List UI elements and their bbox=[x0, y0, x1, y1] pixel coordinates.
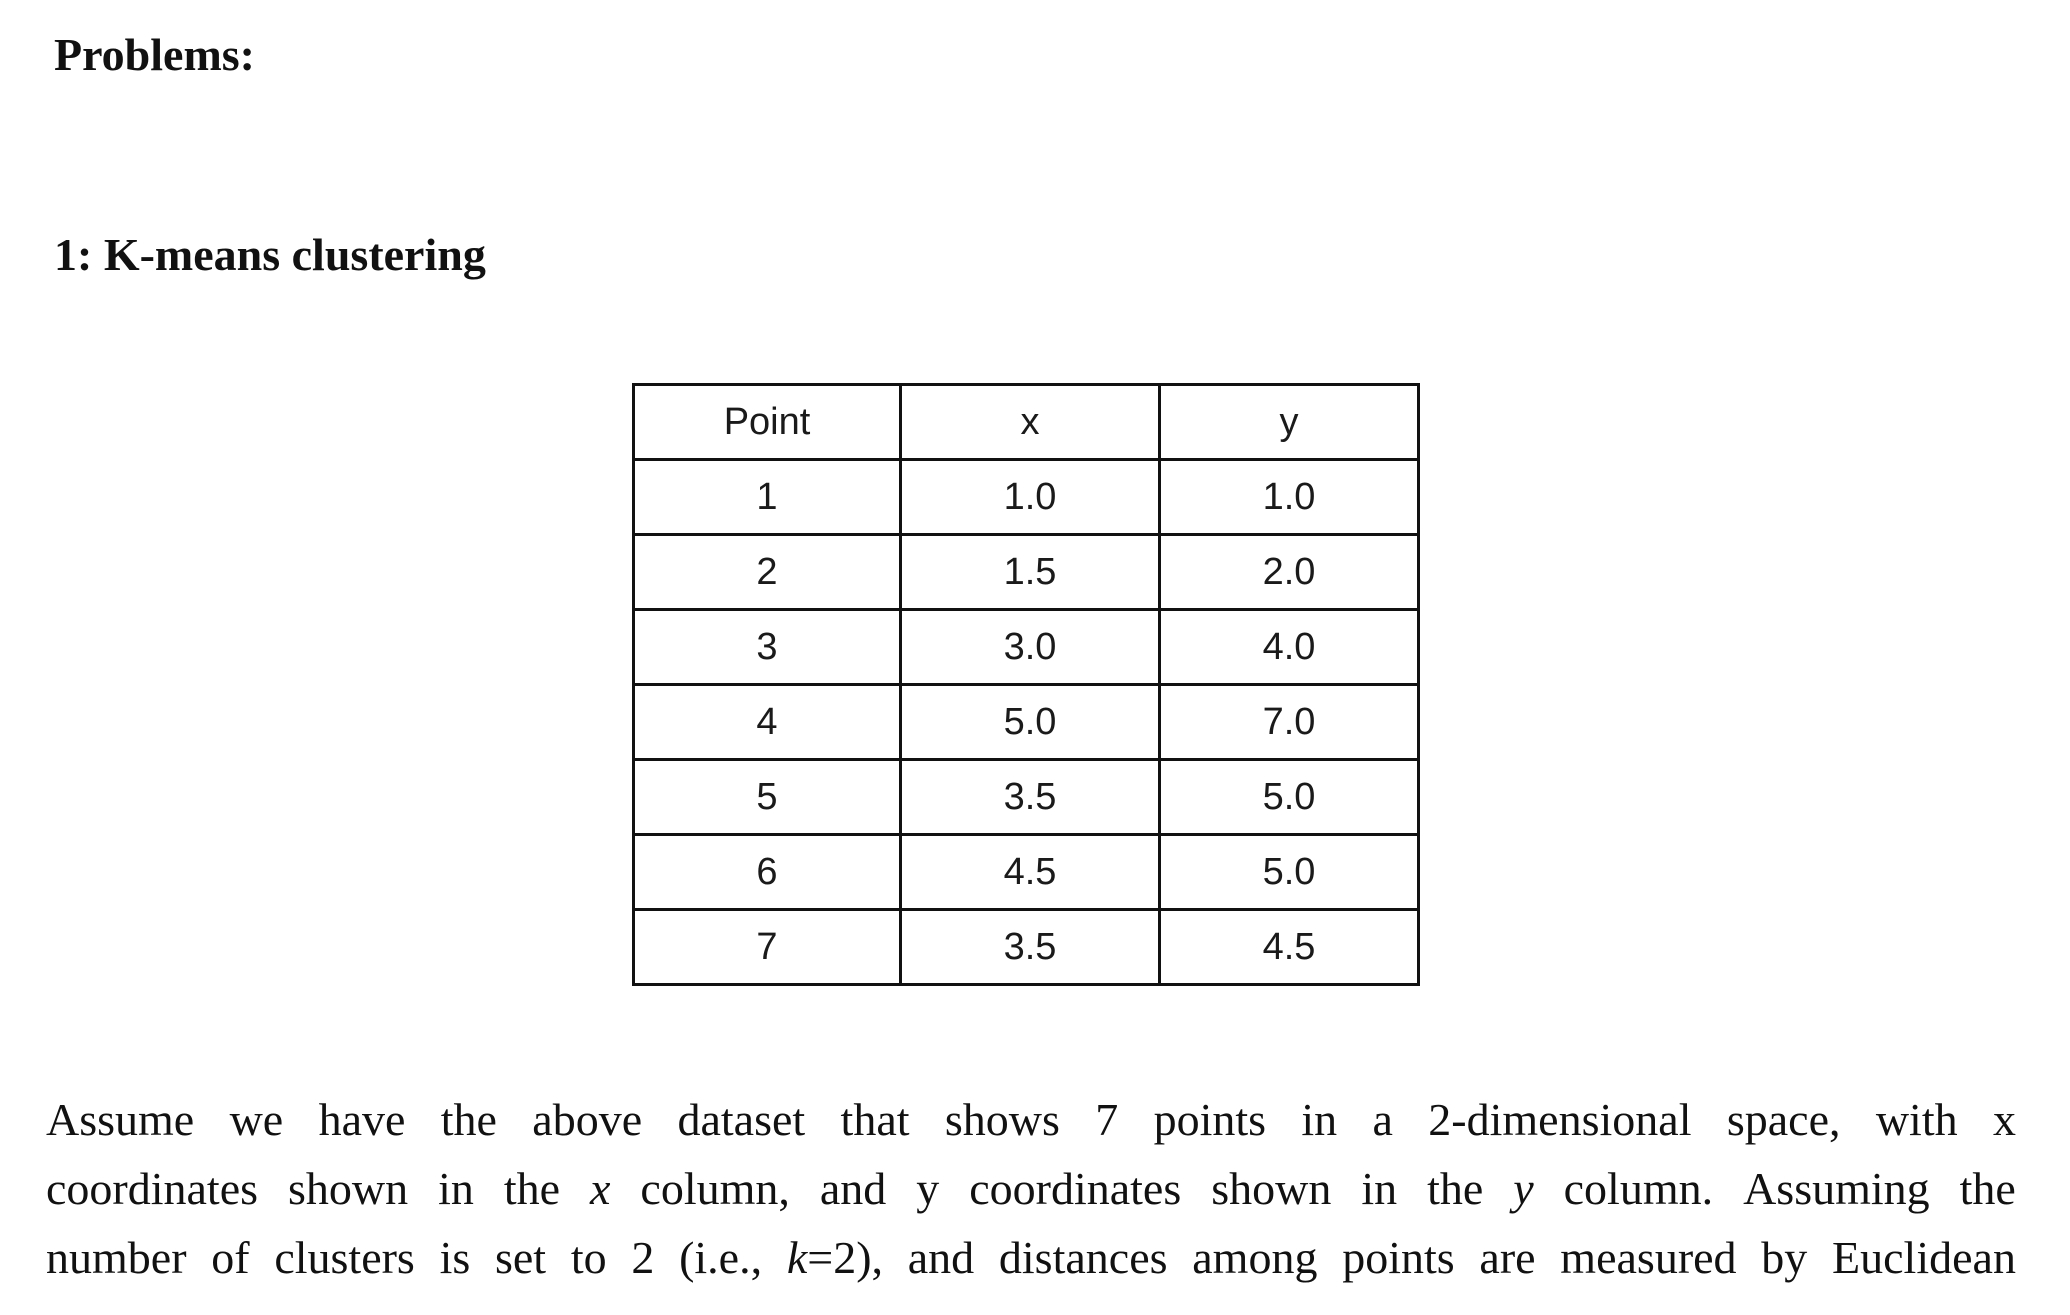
paragraph-word: (i.e., bbox=[679, 1232, 763, 1283]
paragraph-word: 7 bbox=[1095, 1094, 1119, 1145]
paragraph-word: x bbox=[1992, 1094, 2016, 1145]
paragraph-word: to bbox=[570, 1232, 607, 1283]
paragraph-word: 2 bbox=[631, 1232, 655, 1283]
paragraph-word: among bbox=[1192, 1232, 1318, 1283]
cell-x: 3.5 bbox=[901, 910, 1160, 985]
paragraph-word: a bbox=[1372, 1094, 1393, 1145]
table-row bbox=[634, 535, 1419, 610]
paragraph-word: coordinates bbox=[46, 1163, 259, 1214]
paragraph-word: y bbox=[916, 1163, 940, 1214]
table-header-row bbox=[634, 385, 1419, 460]
cell-point: 5 bbox=[634, 760, 901, 835]
cell-point: 7 bbox=[634, 910, 901, 985]
paragraph-word: and bbox=[819, 1163, 887, 1214]
paragraph-word: x bbox=[590, 1163, 611, 1214]
header-y: y bbox=[1160, 385, 1419, 460]
paragraph-word: and bbox=[907, 1232, 975, 1283]
paragraph-line-3 bbox=[46, 1223, 2016, 1292]
problems-heading: Problems: bbox=[54, 29, 256, 80]
paragraph-word: measured bbox=[1560, 1232, 1737, 1283]
paragraph-word: are bbox=[1479, 1232, 1536, 1283]
paragraph-word: in bbox=[438, 1163, 474, 1214]
table-row bbox=[634, 610, 1419, 685]
cell-point: 4 bbox=[634, 685, 901, 760]
paragraph-word: space, bbox=[1726, 1094, 1841, 1145]
paragraph-word: of bbox=[211, 1232, 250, 1283]
paragraph-word: shown bbox=[1211, 1163, 1332, 1214]
paragraph-word: above bbox=[532, 1094, 643, 1145]
paragraph-word: is bbox=[439, 1232, 471, 1283]
paragraph-word: Assuming bbox=[1743, 1163, 1930, 1214]
paragraph-word: shown bbox=[288, 1163, 409, 1214]
table-row bbox=[634, 910, 1419, 985]
paragraph-word: Assume bbox=[46, 1094, 195, 1145]
paragraph-word: that bbox=[840, 1094, 910, 1145]
table-row bbox=[634, 760, 1419, 835]
paragraph-word: set bbox=[494, 1232, 547, 1283]
paragraph-word: column, bbox=[640, 1163, 790, 1214]
paragraph-word: the bbox=[503, 1163, 561, 1214]
table-row bbox=[634, 685, 1419, 760]
cell-point: 3 bbox=[634, 610, 901, 685]
section-heading: 1: K-means clustering bbox=[54, 229, 486, 280]
cell-x: 1.5 bbox=[901, 535, 1160, 610]
paragraph-line-2 bbox=[46, 1154, 2016, 1223]
header-point: Point bbox=[634, 385, 901, 460]
paragraph-word: k=2), bbox=[786, 1232, 884, 1283]
cell-y: 2.0 bbox=[1160, 535, 1419, 610]
cell-y: 5.0 bbox=[1160, 835, 1419, 910]
table-row bbox=[634, 460, 1419, 535]
paragraph-word: by bbox=[1761, 1232, 1808, 1283]
paragraph-word: the bbox=[1427, 1163, 1484, 1214]
paragraph-word: shows bbox=[944, 1094, 1060, 1145]
paragraph-word: column. bbox=[1563, 1163, 1714, 1214]
cell-y: 4.0 bbox=[1160, 610, 1419, 685]
cell-point: 6 bbox=[634, 835, 901, 910]
cell-x: 5.0 bbox=[901, 685, 1160, 760]
cell-x: 3.0 bbox=[901, 610, 1160, 685]
cell-y: 7.0 bbox=[1160, 685, 1419, 760]
paragraph-line-1 bbox=[46, 1085, 2016, 1154]
paragraph-word: y bbox=[1513, 1163, 1534, 1214]
paragraph-word: number bbox=[46, 1232, 187, 1283]
paragraph-word: clusters bbox=[274, 1232, 415, 1283]
table-row bbox=[634, 835, 1419, 910]
cell-y: 4.5 bbox=[1160, 910, 1419, 985]
paragraph-word: Euclidean bbox=[1832, 1232, 2016, 1283]
paragraph-word: with bbox=[1875, 1094, 1958, 1145]
header-x: x bbox=[901, 385, 1160, 460]
cell-point: 2 bbox=[634, 535, 901, 610]
paragraph-word: distances bbox=[998, 1232, 1168, 1283]
paragraph-word: points bbox=[1153, 1094, 1267, 1145]
paragraph-word: in bbox=[1301, 1094, 1338, 1145]
cell-point: 1 bbox=[634, 460, 901, 535]
paragraph-word: points bbox=[1342, 1232, 1455, 1283]
paragraph-word: have bbox=[318, 1094, 406, 1145]
paragraph-word: coordinates bbox=[969, 1163, 1182, 1214]
paragraph-word: we bbox=[229, 1094, 284, 1145]
paragraph-word: 2-dimensional bbox=[1428, 1094, 1692, 1145]
cell-y: 1.0 bbox=[1160, 460, 1419, 535]
paragraph-word: in bbox=[1361, 1163, 1398, 1214]
paragraph-word: the bbox=[440, 1094, 497, 1145]
problem-description bbox=[46, 1085, 2016, 1292]
paragraph-word: dataset bbox=[677, 1094, 806, 1145]
cell-y: 5.0 bbox=[1160, 760, 1419, 835]
paragraph-word: the bbox=[1959, 1163, 2016, 1214]
cell-x: 4.5 bbox=[901, 835, 1160, 910]
cell-x: 1.0 bbox=[901, 460, 1160, 535]
points-table bbox=[632, 383, 1420, 986]
cell-x: 3.5 bbox=[901, 760, 1160, 835]
